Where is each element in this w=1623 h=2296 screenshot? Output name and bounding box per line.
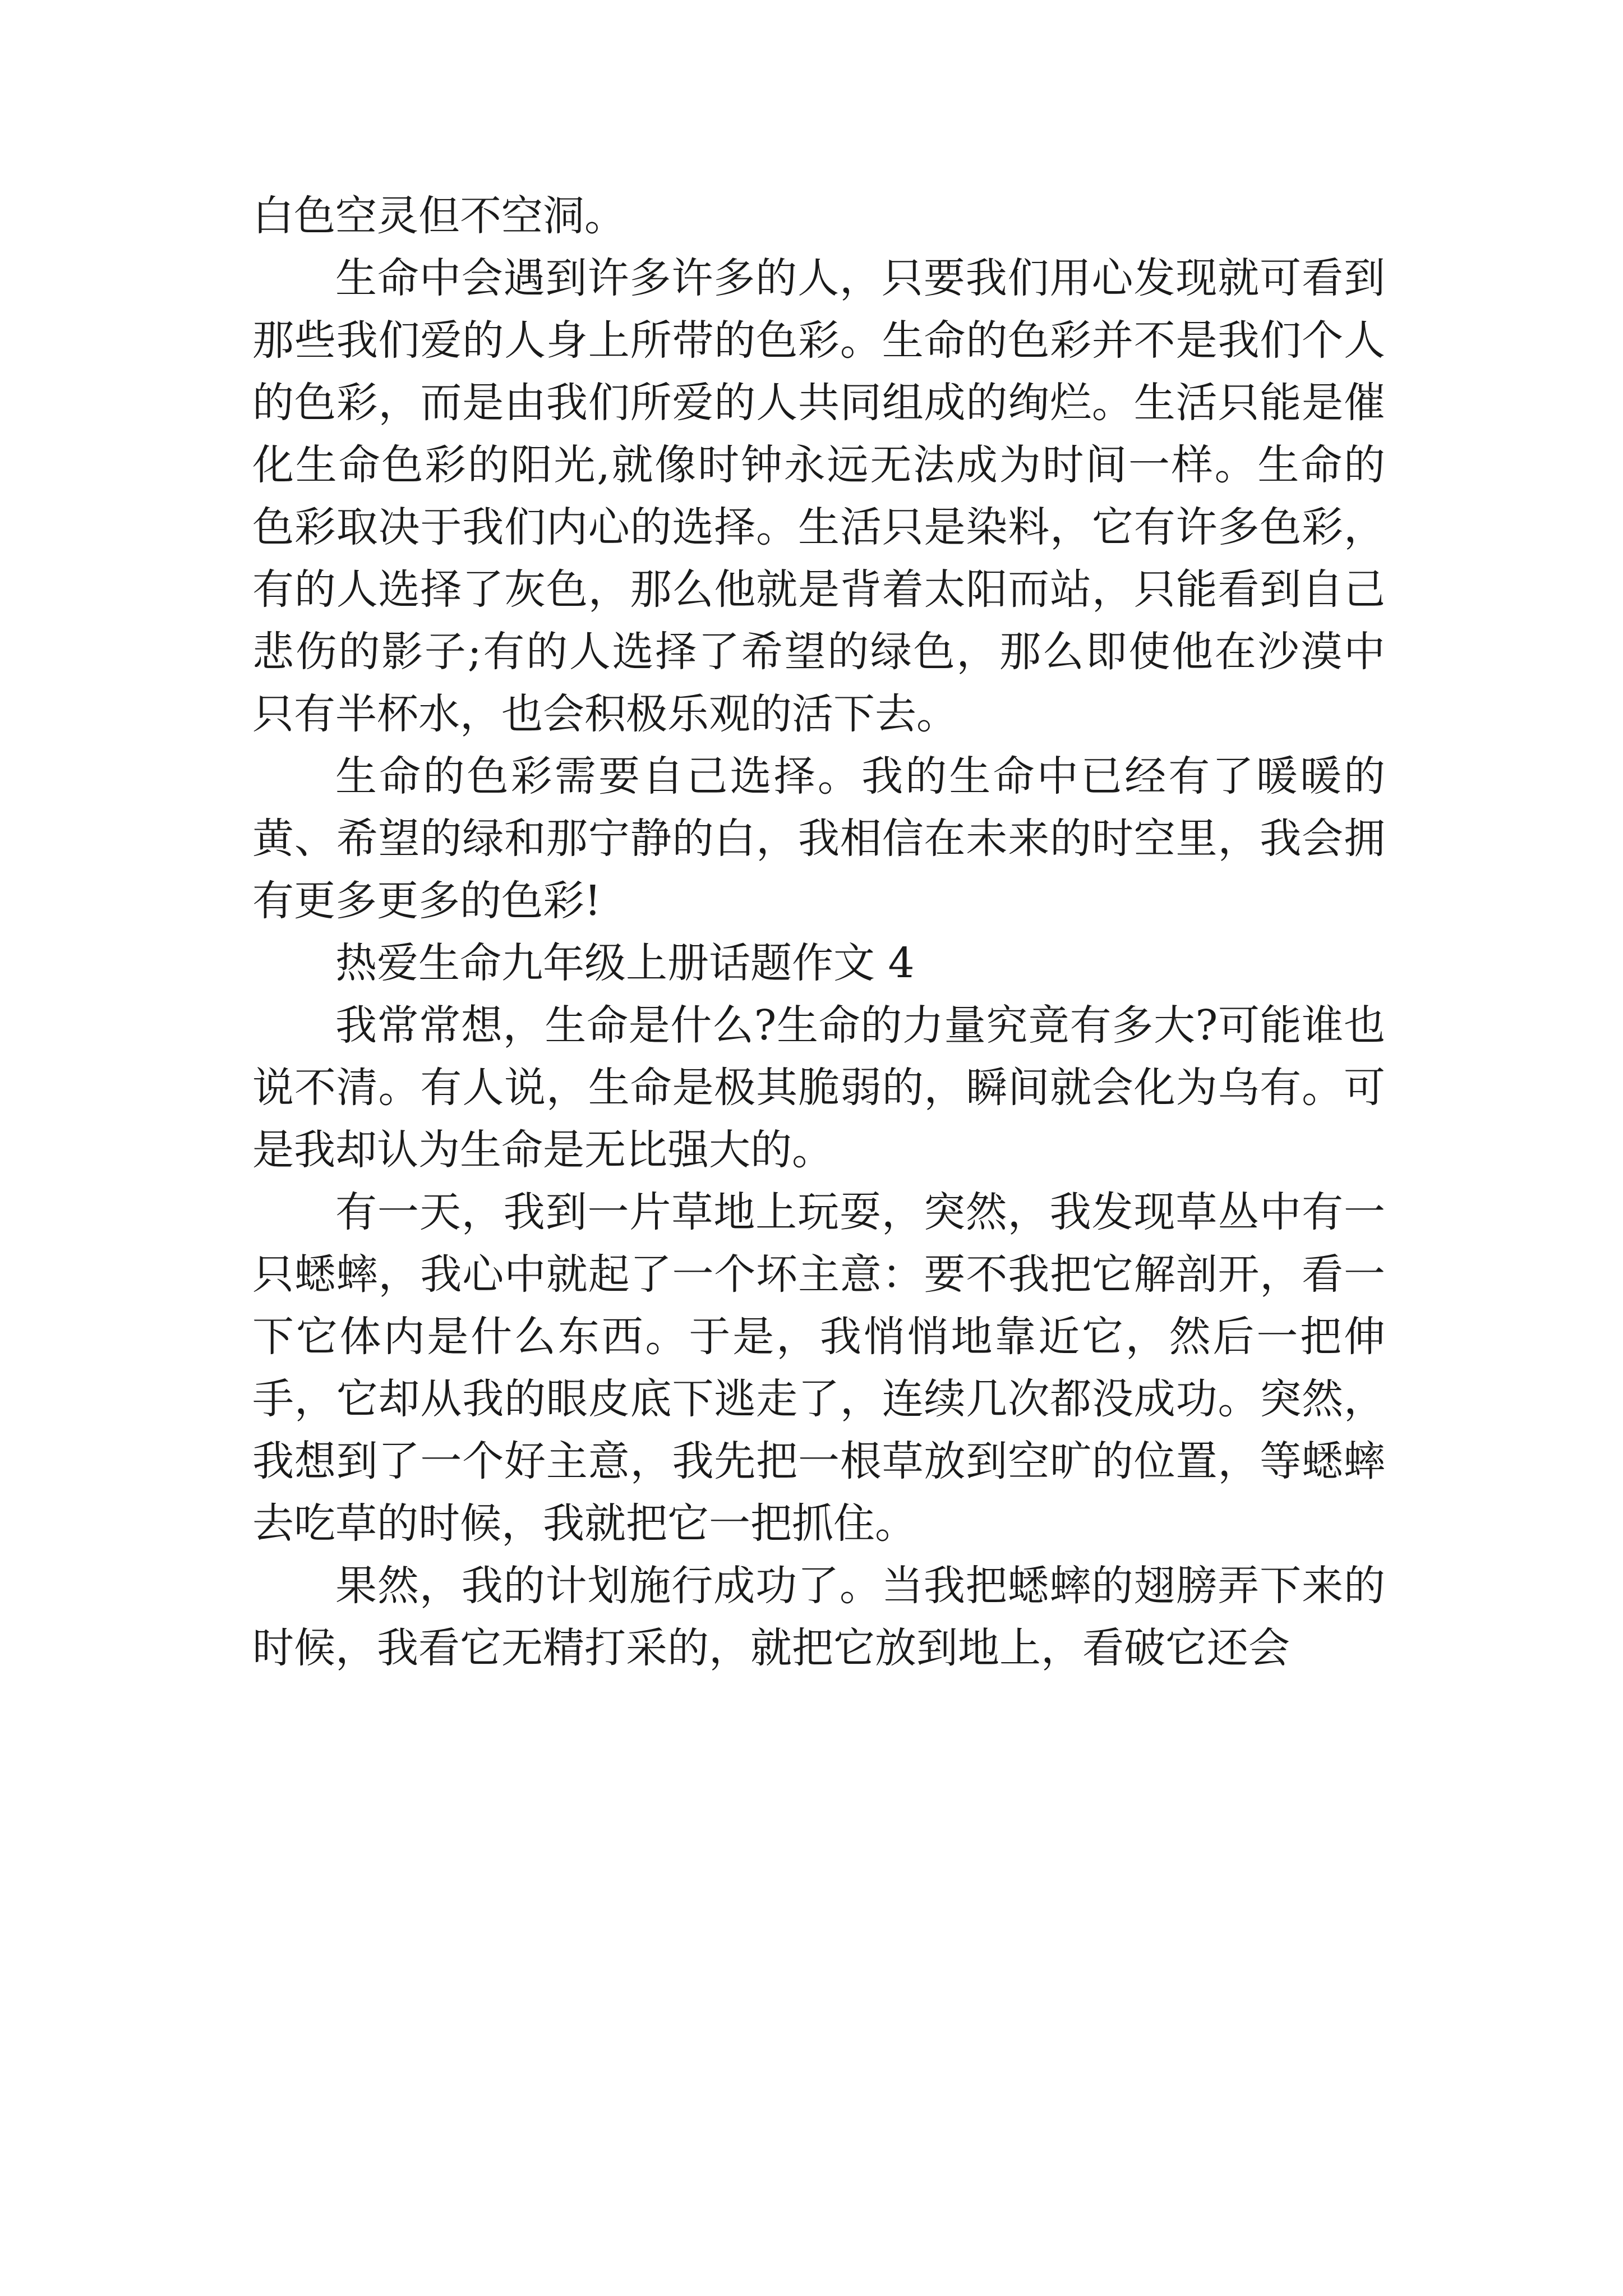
paragraph: 我常常想，生命是什么?生命的力量究竟有多大?可能谁也说不清。有人说，生命是极其脆弱的，瞬间就会化为乌有。可是我却认为生命是无比强大的。 — [252, 1001, 1385, 1174]
paragraph: 生命中会遇到许多许多的人，只要我们用心发现就可看到那些我们爱的人身上所带的色彩。生命的色彩并不是我们个人的色彩，而是由我们所爱的人共同组成的绚烂。生活只能是催化生命色彩的阳光,就像时钟永远无法成为时间一样。生命的色彩取决于我们内心的选择。生活只是染料，它有许多色彩，有的人选择了灰色，那么他就是背着太阳而站，只能看到自己悲伤的影子;有的人选择了希望的绿色，那么即使他在沙漠中只有半杯水，也会积极乐观的活下去。 — [252, 254, 1385, 738]
paragraph: 有一天，我到一片草地上玩耍，突然，我发现草丛中有一只蟋蟀，我心中就起了一个坏主意：要不我把它解剖开，看一下它体内是什么东西。于是，我悄悄地靠近它，然后一把伸手，它却从我的眼皮底下逃走了，连续几次都没成功。突然，我想到了一个好主意，我先把一根草放到空旷的位置，等蟋蟀去吃草的时候，我就把它一把抓住。 — [252, 1188, 1385, 1548]
essay-body — [252, 185, 1385, 1680]
paragraph-continuation: 白色空灵但不空洞。 — [252, 192, 626, 240]
essay-title: 热爱生命九年级上册话题作文 4 — [335, 939, 915, 987]
paragraph: 生命的色彩需要自己选择。我的生命中已经有了暖暖的黄、希望的绿和那宁静的白，我相信在未来的时空里，我会拥有更多更多的色彩! — [252, 752, 1385, 925]
paragraph: 果然，我的计划施行成功了。当我把蟋蟀的翅膀弄下来的时候，我看它无精打采的，就把它放到地上，看破它还会 — [252, 1562, 1385, 1672]
